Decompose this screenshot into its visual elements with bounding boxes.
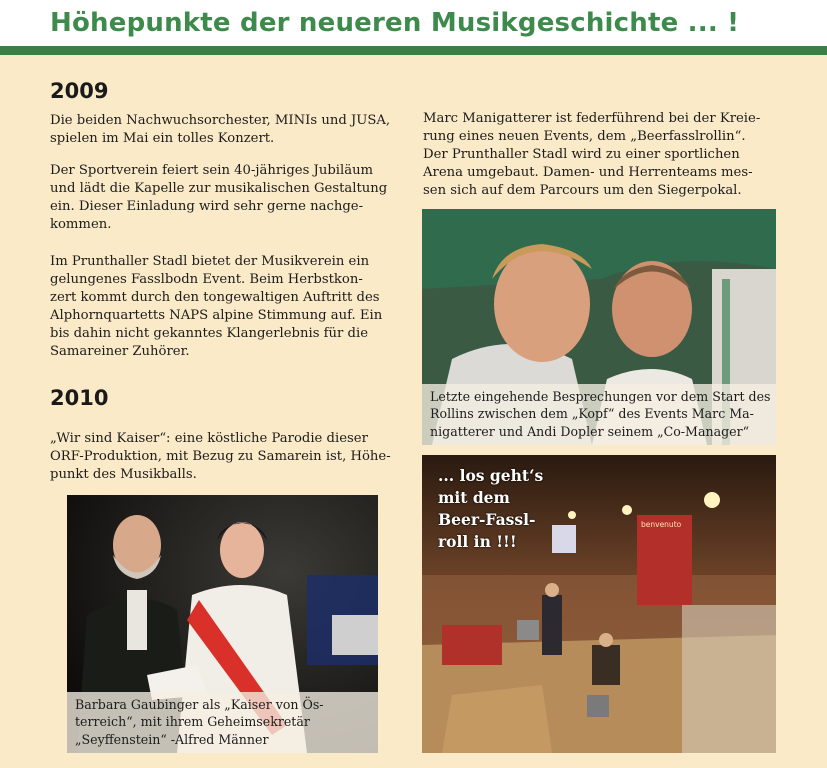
text-line: roll in !!!	[438, 532, 517, 551]
text-line: Der Sportverein feiert sein 40-jähriges Jubiläum	[50, 163, 374, 178]
photo-beer-fassl-roll	[422, 455, 776, 753]
text-line: spielen im Mai ein tolles Konzert.	[50, 131, 275, 146]
text-line: nigatterer und Andi Dopler seinem „Co-Manager“	[430, 423, 750, 439]
text-line: Arena umgebaut. Damen- und Herrenteams mes-	[423, 165, 753, 180]
text-line: ein. Dieser Einladung wird sehr gerne nachge-	[50, 199, 364, 214]
photo-kaiser	[67, 495, 378, 753]
text-line: gelungenes Fasslbodn Event. Beim Herbstkon-	[50, 272, 363, 287]
text-line: „Wir sind Kaiser“: eine köstliche Parodie dieser	[50, 431, 368, 446]
text-line: und lädt die Kapelle zur musikalischen Gestaltung	[50, 181, 388, 196]
paragraph-beerfasslrollin	[423, 110, 760, 200]
text-line: Barbara Gaubinger als „Kaiser von Ös-	[75, 696, 324, 712]
text-line: Marc Manigatterer ist federführend bei der Kreie-	[423, 111, 761, 126]
text-line: Alphornquartetts NAPS alpine Stimmung auf. Ein	[50, 308, 383, 323]
text-line: Die beiden Nachwuchsorchester, MINIs und JUSA,	[50, 113, 391, 128]
photo-kaiser-caption	[67, 692, 378, 754]
photo-overlay-text	[438, 465, 543, 553]
text-line: terreich“, mit ihrem Geheimsekretär	[75, 714, 310, 729]
benvenuto-sign: benvenuto	[641, 520, 682, 529]
photo-besprechung	[422, 209, 776, 445]
text-line: mit dem	[438, 488, 510, 507]
text-line: ... los geht‘s	[438, 466, 544, 485]
text-line: bis dahin nicht gekanntes Klangerlebnis für die	[50, 326, 368, 341]
text-line: punkt des Musikballs.	[50, 467, 197, 482]
year-2010-heading: 2010	[50, 386, 109, 410]
text-line: sen sich auf dem Parcours um den Siegerpokal.	[423, 183, 742, 198]
header	[0, 0, 827, 46]
text-line: kommen.	[50, 217, 112, 232]
text-line: Der Prunthaller Stadl wird zu einer sportlichen	[423, 147, 740, 162]
text-line: Samareiner Zuhörer.	[50, 344, 190, 359]
text-line: „Seyffenstein“ -Alfred Männer	[75, 731, 269, 747]
text-line: ORF-Produktion, mit Bezug zu Samarein ist, Höhe-	[50, 449, 391, 464]
text-line: Letzte eingehende Besprechungen vor dem Start des	[430, 388, 771, 404]
text-line: Beer-Fassl-	[438, 510, 536, 529]
paragraph-wir-sind-kaiser	[50, 430, 391, 484]
text-line: Rollins zwischen dem „Kopf“ des Events Marc Ma-	[430, 406, 754, 421]
text-line: rung eines neuen Events, dem „Beerfasslrollin“.	[423, 129, 746, 144]
text-line: zert kommt durch den tongewaltigen Auftritt des	[50, 290, 380, 305]
text-line: Im Prunthaller Stadl bietet der Musikverein ein	[50, 254, 370, 269]
photo-besprechung-caption	[422, 384, 776, 446]
year-2009-heading: 2009	[50, 79, 109, 103]
page-title: Höhepunkte der neueren Musikgeschichte ... !	[50, 8, 740, 38]
paragraph-sportverein	[50, 162, 387, 234]
paragraph-fasslbodn	[50, 253, 382, 361]
header-rule	[0, 46, 827, 55]
paragraph-minis-jusa	[50, 112, 390, 148]
